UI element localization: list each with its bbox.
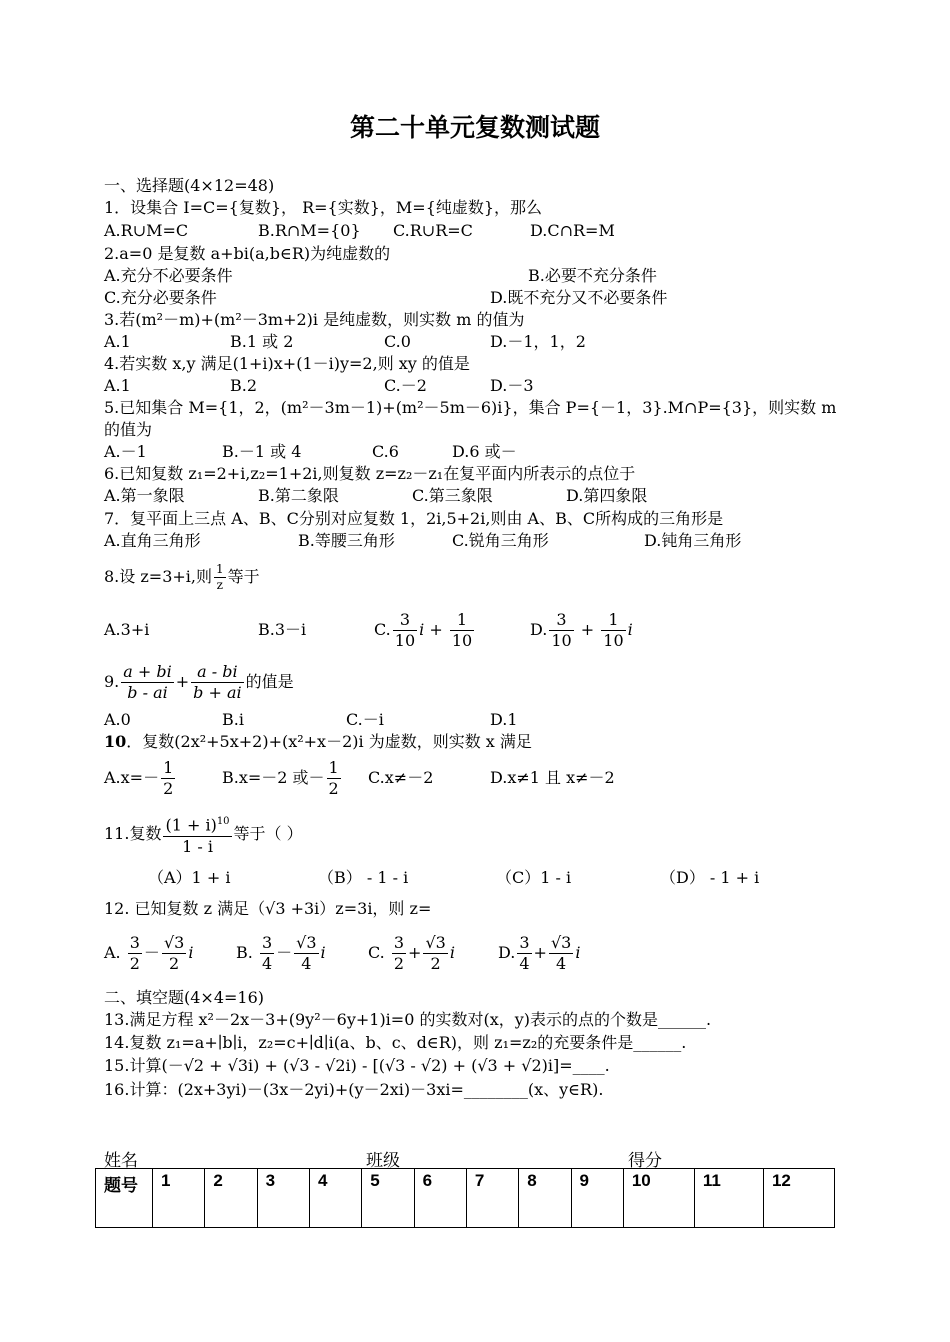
answer-cell[interactable]: 12 bbox=[763, 1169, 834, 1228]
f1 bbox=[260, 933, 274, 974]
q10-option-c: C.x≠－2 bbox=[368, 768, 434, 787]
answer-table bbox=[95, 1168, 835, 1228]
q8-option-b: B.3－i bbox=[258, 620, 307, 639]
imag-unit: i bbox=[575, 943, 581, 962]
q8-option-d-label: D. bbox=[530, 620, 548, 639]
q8-stem-post: 等于 bbox=[227, 567, 260, 586]
q9-option-c: C.－i bbox=[346, 710, 384, 729]
question-14: 14.复数 z₁=a+∣b∣i，z₂=c+∣d∣i(a、b、c、d∈R)，则 z₁=z₂的充要条件是______. bbox=[104, 1033, 687, 1052]
den: 4 bbox=[556, 954, 567, 973]
plus: + bbox=[533, 943, 547, 962]
q3-option-b: B.1 或 2 bbox=[230, 332, 294, 351]
imag-unit: i bbox=[419, 620, 425, 639]
q1-option-a: A.R∪M=C bbox=[104, 221, 189, 240]
answer-cell[interactable]: 6 bbox=[414, 1169, 466, 1228]
section-heading-choice: 一、选择题(4×12=48) bbox=[104, 176, 275, 195]
label: A.x=－ bbox=[104, 768, 160, 787]
q6-option-b: B.第二象限 bbox=[258, 486, 339, 505]
q5-option-b: B.－1 或 4 bbox=[222, 442, 302, 461]
q1-option-b: B.R∩M={0} bbox=[258, 221, 361, 240]
exponent: 10 bbox=[216, 816, 230, 828]
f1 bbox=[517, 933, 531, 974]
page-title: 第二十单元复数测试题 bbox=[349, 113, 600, 142]
q10-option-b bbox=[222, 756, 343, 800]
den: 2 bbox=[393, 954, 405, 973]
num: 3 bbox=[519, 933, 530, 952]
den: b + ai bbox=[193, 683, 242, 702]
question-5-stem-cont: 的值为 bbox=[104, 420, 153, 439]
label: A. bbox=[104, 943, 121, 962]
q4-option-a: A.1 bbox=[104, 376, 131, 395]
q8-c-frac1 bbox=[393, 610, 417, 651]
q9-option-a: A.0 bbox=[104, 710, 131, 729]
q8-c-frac2 bbox=[450, 610, 474, 651]
q8-d-frac1 bbox=[549, 610, 573, 651]
q5-option-d: D.6 或－ bbox=[452, 442, 517, 461]
q4-option-d: D.－3 bbox=[490, 376, 534, 395]
minus: － bbox=[143, 943, 160, 962]
answer-cell[interactable]: 3 bbox=[257, 1169, 309, 1228]
question-12-stem: 12. 已知复数 z 满足（√3 +3i）z=3i，则 z= bbox=[104, 899, 432, 918]
num: a - bi bbox=[191, 662, 243, 683]
q5-option-a: A.－1 bbox=[104, 442, 147, 461]
label: B.x=－2 或－ bbox=[222, 768, 325, 787]
q11-number: 11.复数 bbox=[104, 824, 162, 843]
section-heading-fill: 二、填空题(4×4=16) bbox=[104, 988, 265, 1007]
minus: － bbox=[276, 943, 293, 962]
q6-option-d: D.第四象限 bbox=[566, 486, 648, 505]
question-13: 13.满足方程 x²－2x－3+(9y²－6y+1)i=0 的实数对(x，y)表示的点的个数是______. bbox=[104, 1010, 712, 1029]
answer-cell[interactable]: 2 bbox=[205, 1169, 257, 1228]
den: 10 bbox=[451, 631, 473, 650]
q8-d-frac2 bbox=[601, 610, 625, 651]
q10-number: 10 bbox=[104, 732, 127, 751]
num: √3 bbox=[425, 933, 446, 952]
q7-option-b: B.等腰三角形 bbox=[298, 531, 395, 550]
f1 bbox=[392, 933, 406, 974]
den: 4 bbox=[301, 954, 312, 973]
plus: + bbox=[408, 943, 422, 962]
q2-option-a: A.充分不必要条件 bbox=[104, 266, 233, 285]
q10-option-d: D.x≠1 且 x≠－2 bbox=[490, 768, 615, 787]
question-11-stem bbox=[104, 812, 303, 857]
class-label: 班级 bbox=[366, 1151, 400, 1171]
question-1-stem: 1．设集合 I=C={复数}， R={实数}，M={纯虚数}，那么 bbox=[104, 198, 543, 217]
answer-table-row bbox=[96, 1169, 835, 1228]
q9-number: 9. bbox=[104, 672, 120, 691]
q11-post: 等于（ ） bbox=[233, 824, 303, 843]
q8-stem-pre: 8.设 z=3+i,则 bbox=[104, 567, 212, 586]
q6-option-c: C.第三象限 bbox=[412, 486, 493, 505]
q2-option-c: C.充分必要条件 bbox=[104, 288, 217, 307]
num: 3 bbox=[549, 610, 573, 631]
q12-option-b bbox=[236, 928, 326, 978]
num: 3 bbox=[129, 933, 140, 952]
q4-option-c: C.－2 bbox=[384, 376, 427, 395]
num: 1 bbox=[450, 610, 474, 631]
imag-unit: i bbox=[188, 943, 194, 962]
q9-option-b: B.i bbox=[222, 710, 244, 729]
question-4-stem: 4.若实数 x,y 满足(1+i)x+(1－i)y=2,则 xy 的值是 bbox=[104, 354, 470, 373]
plus: + bbox=[429, 620, 443, 639]
num: √3 bbox=[550, 933, 572, 952]
q2-option-b: B.必要不充分条件 bbox=[528, 266, 657, 285]
num: 1 bbox=[601, 610, 625, 631]
score-label: 得分 bbox=[628, 1151, 662, 1171]
q8-option-d bbox=[530, 606, 633, 654]
q7-option-a: A.直角三角形 bbox=[104, 531, 201, 550]
num: 3 bbox=[393, 933, 405, 952]
plus: + bbox=[175, 672, 190, 691]
q3-option-c: C.0 bbox=[384, 332, 411, 351]
den: 10 bbox=[394, 631, 416, 650]
label: C. bbox=[368, 943, 385, 962]
question-3-stem: 3.若(m²－m)+(m²－3m+2)i 是纯虚数，则实数 m 的值为 bbox=[104, 310, 525, 329]
answer-cell[interactable]: 4 bbox=[309, 1169, 361, 1228]
q12-option-d bbox=[498, 928, 580, 978]
question-2-stem: 2.a=0 是复数 a+bi(a,b∈R)为纯虚数的 bbox=[104, 244, 391, 263]
q7-option-c: C.锐角三角形 bbox=[452, 531, 549, 550]
den: 4 bbox=[261, 954, 273, 973]
imag-unit: i bbox=[320, 943, 326, 962]
q4-option-b: B.2 bbox=[230, 376, 258, 395]
q10-option-a bbox=[104, 756, 177, 800]
q9-frac1 bbox=[121, 662, 173, 703]
q10-b-frac bbox=[327, 758, 341, 799]
q3-option-d: D.－1，1，2 bbox=[490, 332, 586, 351]
den: 2 bbox=[163, 779, 174, 798]
answer-cell[interactable]: 7 bbox=[466, 1169, 518, 1228]
question-5-stem: 5.已知集合 M={1，2，(m²－3m－1)+(m²－5m－6)i}，集合 P={－1，3}.M∩P={3}，则实数 m bbox=[104, 398, 837, 417]
q6-option-a: A.第一象限 bbox=[104, 486, 185, 505]
num: 3 bbox=[393, 610, 417, 631]
answer-cell[interactable]: 1 bbox=[153, 1169, 205, 1228]
q9-post: 的值是 bbox=[245, 672, 294, 691]
q2-option-d: D.既不充分又不必要条件 bbox=[490, 288, 668, 307]
num: a + bi bbox=[123, 662, 172, 681]
imag-unit: i bbox=[627, 620, 633, 639]
q5-option-c: C.6 bbox=[372, 442, 399, 461]
num bbox=[163, 812, 231, 836]
num: 1 bbox=[328, 758, 339, 777]
den: 10 bbox=[603, 631, 624, 650]
den: 1 - i bbox=[182, 836, 213, 856]
q11-frac bbox=[163, 812, 231, 856]
den: b - ai bbox=[127, 683, 168, 702]
den: 4 bbox=[519, 954, 530, 973]
q1-option-d: D.C∩R=M bbox=[530, 221, 615, 240]
den: 2 bbox=[430, 954, 441, 973]
label: D. bbox=[498, 943, 516, 962]
name-label: 姓名 bbox=[104, 1151, 138, 1171]
label: B. bbox=[236, 943, 253, 962]
q8-frac-den: z bbox=[216, 578, 223, 592]
num: √3 bbox=[296, 933, 317, 952]
den: 2 bbox=[169, 954, 180, 973]
den: 10 bbox=[551, 631, 572, 650]
f2 bbox=[294, 933, 318, 974]
num: 3 bbox=[261, 933, 273, 952]
num: √3 bbox=[163, 933, 185, 952]
q11-option-d: （D） - 1 + i bbox=[660, 868, 760, 887]
question-16: 16.计算：(2x+3yi)－(3x－2yi)+(y－2xi)－3xi=________(x、y∈R). bbox=[104, 1080, 604, 1099]
q9-frac2 bbox=[191, 662, 243, 703]
answer-cell[interactable]: 11 bbox=[694, 1169, 763, 1228]
q8-option-a: A.3+i bbox=[104, 620, 150, 639]
question-9-stem bbox=[104, 660, 294, 704]
answer-cell[interactable]: 10 bbox=[623, 1169, 694, 1228]
question-7-stem: 7．复平面上三点 A、B、C分别对应复数 1，2i,5+2i,则由 A、B、C所构成的三角形是 bbox=[104, 509, 724, 528]
question-8-stem bbox=[104, 557, 260, 597]
q8-frac-num: 1 bbox=[215, 562, 224, 576]
plus: + bbox=[580, 620, 595, 639]
q1-option-c: C.R∪R=C bbox=[393, 221, 473, 240]
question-10-stem bbox=[104, 732, 532, 752]
q9-option-d: D.1 bbox=[490, 710, 518, 729]
q8-option-c bbox=[374, 606, 476, 654]
q12-option-c bbox=[368, 928, 455, 978]
answer-cell[interactable]: 9 bbox=[571, 1169, 623, 1228]
base: (1 + i) bbox=[165, 815, 217, 835]
num: 1 bbox=[163, 758, 174, 777]
imag-unit: i bbox=[449, 943, 455, 962]
q11-option-c: （C）1 - i bbox=[496, 868, 572, 887]
q3-option-a: A.1 bbox=[104, 332, 131, 351]
f2 bbox=[423, 933, 447, 974]
f2 bbox=[549, 933, 573, 974]
question-6-stem: 6.已知复数 z₁=2+i,z₂=1+2i,则复数 z=z₂－z₁在复平面内所表示的点位于 bbox=[104, 464, 636, 483]
q12-option-a bbox=[104, 928, 193, 978]
q7-option-d: D.钝角三角形 bbox=[644, 531, 742, 550]
f1 bbox=[128, 933, 142, 974]
f2 bbox=[162, 933, 186, 974]
question-15: 15.计算(－√2 + √3i) + (√3 - √2i) - [(√3 - √2) + (√3 + √2)i]=____. bbox=[104, 1056, 610, 1075]
q8-fraction bbox=[214, 562, 226, 593]
answer-cell[interactable]: 8 bbox=[519, 1169, 571, 1228]
q11-option-b: （B） - 1 - i bbox=[318, 868, 409, 887]
q10-stem-text: ．复数(2x²+5x+2)+(x²+x－2)i 为虚数，则实数 x 满足 bbox=[126, 732, 532, 751]
den: 2 bbox=[328, 779, 339, 798]
answer-cell[interactable]: 5 bbox=[362, 1169, 414, 1228]
table-header-cell: 题号 bbox=[96, 1169, 153, 1228]
q11-option-a: （A）1 + i bbox=[148, 868, 231, 887]
den: 2 bbox=[129, 954, 140, 973]
q10-a-frac bbox=[161, 758, 175, 799]
q8-option-c-label: C. bbox=[374, 620, 391, 639]
